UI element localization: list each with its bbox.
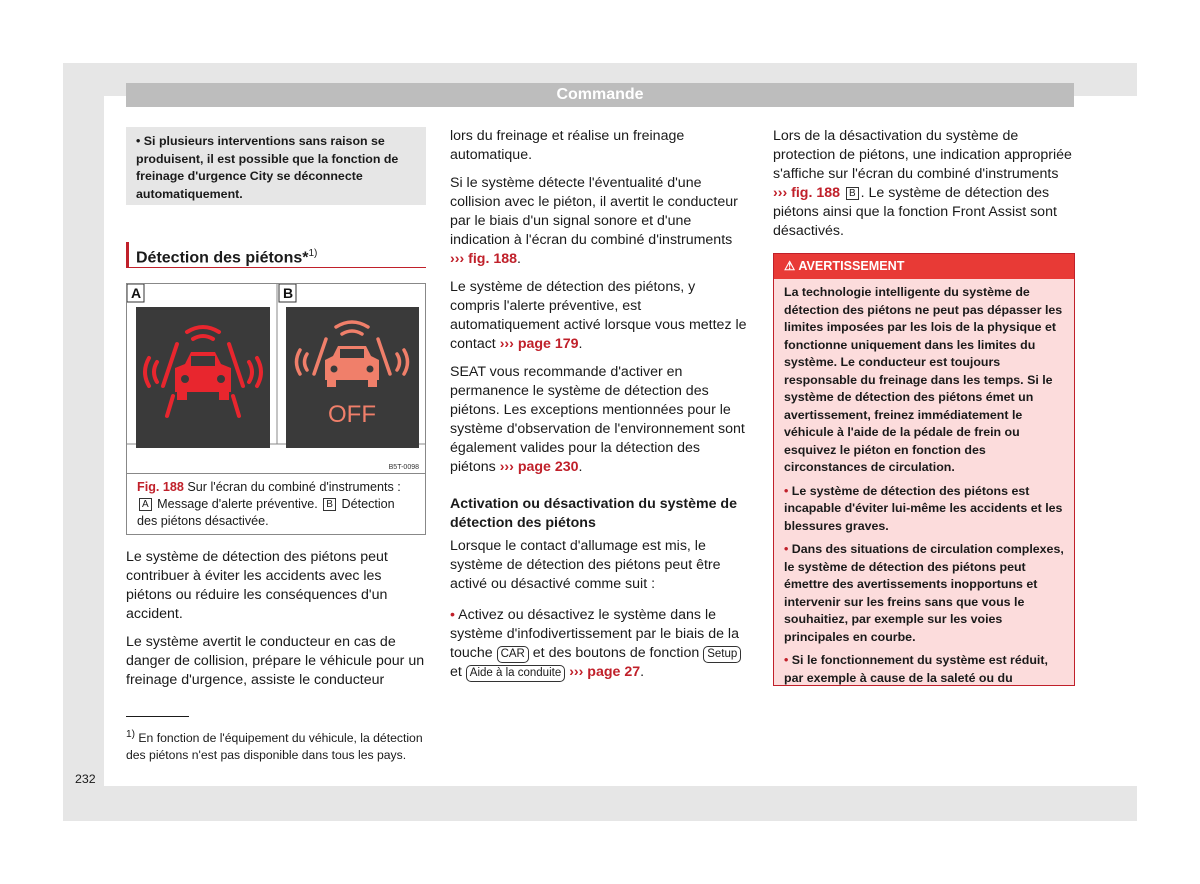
col3-paragraph-1: [773, 127, 1075, 241]
col2-subheading: Activation ou désactivation du système de détection des piétons: [450, 496, 737, 531]
footnote: [126, 726, 426, 764]
figure-code: B5T-0098: [388, 464, 419, 471]
warning-title: AVERTISSEMENT: [798, 259, 905, 273]
footnote-rule: [126, 716, 189, 717]
section-footnote-marker: 1): [308, 248, 318, 259]
column-3-body: [773, 127, 1075, 250]
col2-paragraph-3: Le système de détection des piétons, y compris l'alerte préventive, est automatiquement activé lorsque vous mettez le contact ››› page 179.: [450, 279, 747, 352]
caption-fig-label: Fig. 188: [137, 480, 184, 494]
car-key-button: CAR: [497, 646, 529, 663]
caption-text-1: Sur l'écran du combiné d'instruments :: [187, 480, 401, 494]
page-179-link[interactable]: ››› page 179: [499, 336, 579, 352]
warning-body: [774, 279, 1074, 687]
page-number: 232: [75, 772, 96, 786]
fig-188-link-2[interactable]: ››› fig. 188: [773, 185, 841, 201]
col2-bullet-text-a: Activez ou désactivez le système dans le système d'infodivertissement par le biais de la touche: [450, 607, 739, 661]
col2-bullet: • Activez ou désactivez le système dans le système d'infodivertissement par le biais de la touche CAR et des boutons de fonction Setup et Aide à la conduite ››› page 27.: [450, 606, 748, 682]
warning-bullet-2-text: Dans des situations de circulation complexes, le système de détection des piétons peut émettre des avertissements inopportuns et intervenir sur les freins sans que vous le souhaitiez, par exemple sur les voies principales en courbe.: [784, 542, 1064, 644]
col3-key-b: B: [846, 187, 859, 200]
page-230-link[interactable]: ››› page 230: [499, 459, 579, 475]
col2-paragraph-3-text: Le système de détection des piétons, y compris l'alerte préventive, est automatiquement activé lorsque vous mettez le contact: [450, 279, 747, 352]
section-title-text: Détection des piétons*: [136, 249, 309, 267]
col2-bullet-text-b: et des boutons de fonction: [532, 645, 700, 661]
col2-paragraph-1: lors du freinage et réalise un freinage automatique.: [450, 128, 685, 163]
figure-label-a: A: [131, 285, 142, 301]
warning-header: [774, 254, 1074, 279]
col2-bullet-text-c: et: [450, 664, 462, 680]
note-box: [126, 127, 426, 205]
figure-label-b: B: [283, 285, 294, 301]
warning-paragraph: La technologie intelligente du système de détection des piétons ne peut pas dépasser les limites imposées par les lois de la physique et fonctionne uniquement dans les limites du système. Le conducteur est toujours responsable du freinage dans les temps. Si le système de détection des piétons émet un avertissement, freinez immédiatement le véhicule à l'aide de la pédale de frein ou esquivez le piéton en fonction des circonstances de circulation.: [784, 285, 1063, 474]
warning-triangle-icon: ⚠: [784, 259, 796, 273]
col2-paragraph-4-text: SEAT vous recommande d'activer en permanence le système de détection des piétons. Les exceptions mentionnées pour le système d'observation de l'environnement sont également valides pour la détection des piétons: [450, 364, 745, 475]
col1-paragraph-2: Le système avertit le conducteur en cas de danger de collision, prépare le véhicule pour un freinage d'urgence, assiste le conducteur: [126, 634, 425, 688]
caption-text-3: Détection des piétons désactivée.: [137, 497, 395, 528]
off-label: OFF: [328, 401, 376, 428]
warning-bullet-2: • Dans des situations de circulation complexes, le système de détection des piétons peut émettre des avertissements inopportuns et intervenir sur les freins sans que vous le souhaitiez, par exemple sur les voies principales en courbe.: [784, 542, 1064, 644]
warning-bullet-3-text: Si le fonctionnement du système est réduit, par exemple à cause de la saleté ou du: [784, 653, 1048, 685]
section-title: [126, 242, 426, 268]
col3-paragraph-1-end: . Le système de détection des piétons ainsi que la fonction Front Assist sont désactivés.: [773, 185, 1057, 239]
footnote-marker: 1): [126, 729, 136, 740]
note-bullet: •: [136, 134, 141, 148]
aide-conduite-button: Aide à la conduite: [466, 665, 565, 682]
fig-188-link[interactable]: ››› fig. 188: [450, 251, 518, 267]
warning-bullet-1-text: Le système de détection des piétons est incapable d'éviter lui-même les accidents et les blessures graves.: [784, 483, 1063, 533]
bullet-dot: •: [450, 607, 455, 623]
caption-key-b: B: [323, 498, 336, 511]
col3-paragraph-1-text: Lors de la désactivation du système de protection de piétons, une indication appropriée s'affiche sur l'écran du combiné d'instruments: [773, 128, 1072, 182]
footnote-text: En fonction de l'équipement du véhicule, la détection des piétons n'est pas disponible dans tous les pays.: [126, 731, 423, 763]
warning-bullet-3: • Si le fonctionnement du système est réduit, par exemple à cause de la saleté ou du: [784, 653, 1048, 685]
column-2-body: [450, 127, 748, 691]
col2-paragraph-2-text: Si le système détecte l'éventualité d'une collision avec le piéton, il avertit le conducteur par le biais d'un signal sonore et d'une indication à l'écran du combiné d'instruments: [450, 175, 738, 248]
col2-paragraph-2: Si le système détecte l'éventualité d'une collision avec le piéton, il avertit le conducteur par le biais d'un signal sonore et d'une indication à l'écran du combiné d'instruments ››› fig. 188.: [450, 175, 738, 267]
note-text: Si plusieurs interventions sans raison se produisent, il est possible que la fonction de freinage d'urgence City se déconnecte automatiquement.: [136, 134, 399, 201]
caption-text-2: Message d'alerte préventive.: [157, 497, 318, 511]
warning-bullet-1: • Le système de détection des piétons est incapable d'éviter lui-même les accidents et les blessures graves.: [784, 483, 1063, 533]
figure-caption: [126, 474, 426, 535]
figure-drawing: [127, 284, 425, 473]
column-1-body: [126, 548, 426, 699]
setup-button: Setup: [703, 646, 741, 663]
figure-188: [126, 283, 426, 474]
caption-key-a: A: [139, 498, 152, 511]
col1-paragraph-1: Le système de détection des piétons peut contribuer à éviter les accidents avec les piétons ou réduire les conséquences d'un accident.: [126, 549, 388, 622]
col2-paragraph-4: SEAT vous recommande d'activer en permanence le système de détection des piétons. Les exceptions mentionnées pour le système d'observation de l'environnement sont également valides pour la détection des piétons ››› page 230.: [450, 364, 745, 475]
warning-box: [773, 253, 1075, 686]
col2-paragraph-5: Lorsque le contact d'allumage est mis, le système de détection des piétons peut être activé ou désactivé comme suit :: [450, 538, 721, 592]
page-27-link[interactable]: ››› page 27: [569, 664, 641, 680]
chapter-header: Commande: [126, 83, 1074, 107]
